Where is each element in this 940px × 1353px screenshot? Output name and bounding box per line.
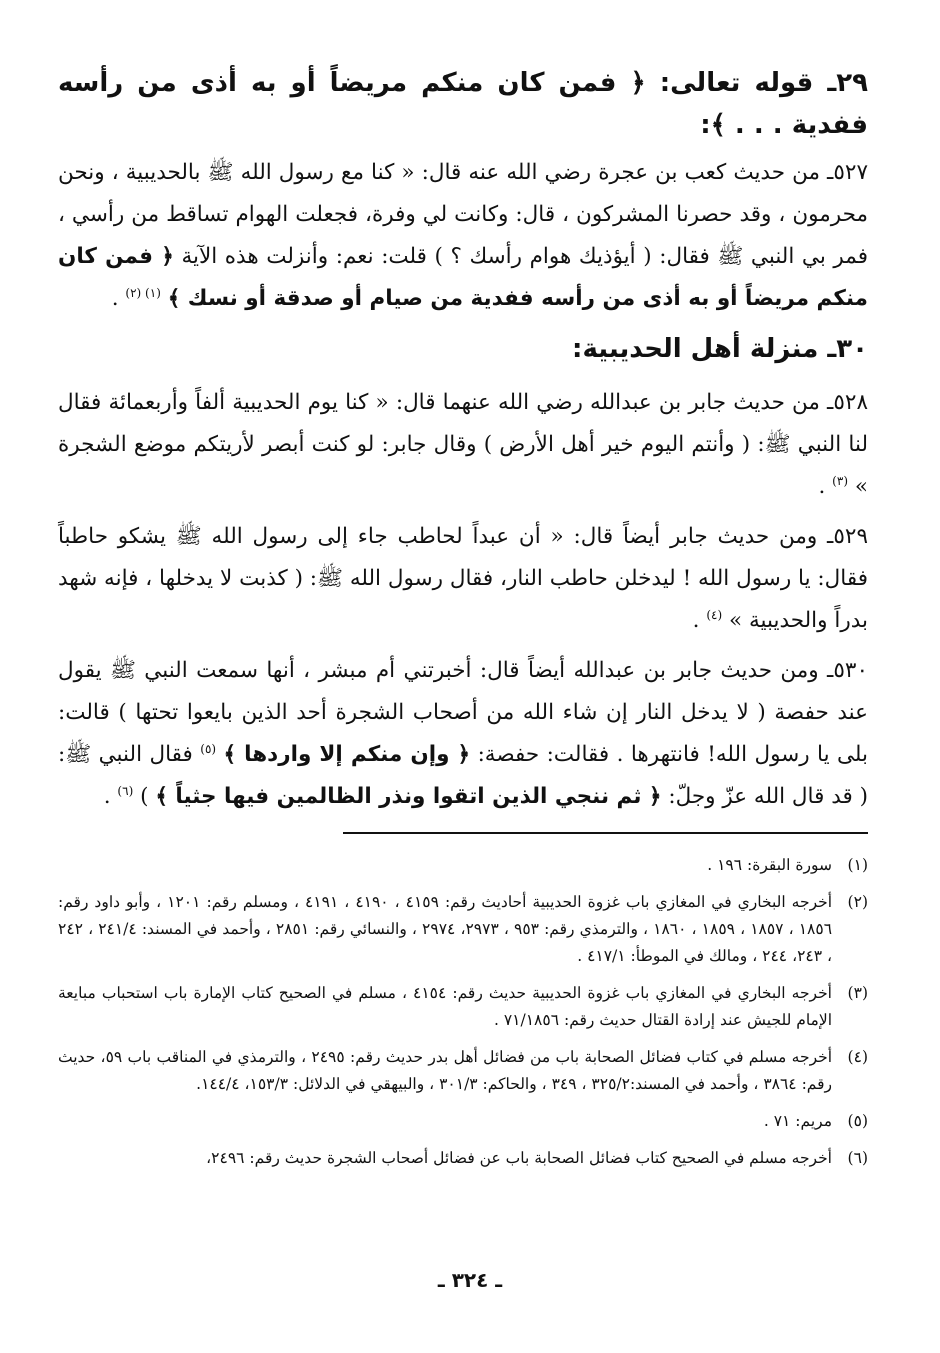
hadith-529-refs: (٤) [706,607,723,622]
hadith-528-end: . [818,474,826,499]
hadith-527-verse: ﴿ فمن كان منكم مريضاً أو به أذى من رأسه ففدية من صيام أو صدقة أو نسك ﴾ [58,244,868,311]
section-heading-29: ٢٩ـ قوله تعالى: ﴿ فمن كان منكم مريضاً أو به أذى من رأسه ففدية . . . ﴾: [58,68,868,140]
footnote-4 [58,1044,868,1098]
footnote-3 [58,980,868,1034]
footnote-text: أخرجه مسلم في كتاب فضائل الصحابة باب من فضائل أهل بدر حديث رقم: ٢٤٩٥ ، والترمذي في المناقب باب ٥٩، حديث رقم: ٣٨٦٤ ، وأحمد في المسند:٣٢٥/٢ ، ٣٤٩ ، والحاكم: ٣٠١/٣ ، والبيهقي في الدلائل: ١٥٣/٣، ١٤٤/٤. [58,1048,833,1093]
hadith-530 [58,650,868,818]
hadith-530-ref-6: (٦) [117,783,134,798]
footnote-text: أخرجه البخاري في المغازي باب غزوة الحديبية حديث رقم: ٤١٥٤ ، مسلم في الصحيح كتاب الإمارة باب استحباب مبايعة الإمام للجيش عند إرادة القتال حديث رقم: ٧١/١٨٥٦ . [58,984,832,1029]
footnote-2 [58,889,868,970]
page-body [58,62,868,1182]
hadith-530-verse-2: ﴿ ثم ننجي الذين اتقوا ونذر الظالمين فيها جثياً ﴾ [155,784,662,809]
hadith-530-ref-5: (٥) [200,741,217,756]
hadith-530-verse-1: ﴿ وإن منكم إلا واردها ﴾ [223,742,471,767]
hadith-528-refs: (٣) [832,473,848,488]
hadith-530-middle: فقال النبي ﷺ: ( قد قال الله عزّ وجلّ: [58,742,868,809]
footnote-text: سورة البقرة: ١٩٦ . [707,856,832,874]
hadith-529-end: . [692,608,700,633]
footnote-1 [58,852,868,879]
footnote-number: (٦) [847,1149,868,1167]
section-heading-30: ٣٠ـ منزلة أهل الحديبية: [572,334,868,364]
page-number: ـ ٣٢٤ ـ [437,1268,503,1292]
footnote-number: (٣) [847,984,868,1002]
hadith-530-end: . [103,784,111,809]
hadith-530-text: ٥٣٠ـ ومن حديث جابر بن عبدالله أيضاً قال: أخبرتني أم مبشر ، أنها سمعت النبي ﷺ يقول عند حفصة ( لا يدخل النار إن شاء الله من أصحاب الشجرة أحد الذين بايعوا تحتها ) قالت: بلى يا رسول الله! فانتهرها . فقالت: حفصة: [58,658,868,767]
footnote-6 [58,1145,868,1172]
footnotes [58,852,868,1172]
footnote-number: (١) [847,856,868,874]
footnote-text: أخرجه البخاري في المغازي باب غزوة الحديبية أحاديث رقم: ٤١٥٩ ، ٤١٩٠ ، ٤١٩١ ، ومسلم رقم: ١٢٠١ ، وأبو داود رقم: ١٨٥٦ ، ١٨٥٧ ، ١٨٥٩ ، ١٨٦٠ ، والترمذي رقم: ٩٥٣ ، ٢٩٧٣، ٢٩٧٤ ، والنسائي رقم: ٢٨٥١ ، وأحمد في المسند: ٢٤١/٤ ، ٢٤٢ ، ٢٤٣، ٢٤٤ ، ومالك في الموطأ: ٤١٧/١ . [58,893,833,965]
hadith-527-end: . [111,286,119,311]
footnote-text: أخرجه مسلم في الصحيح كتاب فضائل الصحابة باب عن فضائل أصحاب الشجرة حديث رقم: ٢٤٩٦، [206,1149,832,1167]
hadith-528 [58,382,868,508]
footnote-number: (٥) [847,1112,868,1130]
footnote-divider [343,832,868,834]
hadith-530-close: ) [140,784,149,809]
hadith-527-refs: (١) (٢) [125,285,161,300]
footnote-5 [58,1108,868,1135]
footnote-number: (٢) [847,893,868,911]
footnote-text: مريم: ٧١ . [763,1112,832,1130]
footnote-number: (٤) [847,1048,868,1066]
hadith-527 [58,152,868,320]
hadith-527-text: ٥٢٧ـ من حديث كعب بن عجرة رضي الله عنه قال: « كنا مع رسول الله ﷺ بالحديبية ، ونحن محرمون ، وقد حصرنا المشركون ، قال: وكانت لي وفرة، فجعلت الهوام تساقط من رأسي ، فمر بي النبي ﷺ فقال: ( أيؤذيك هوام رأسك ؟ ) قلت: نعم: وأنزلت هذه الآية [58,160,868,269]
hadith-529-text: ٥٢٩ـ ومن حديث جابر أيضاً قال: « أن عبداً لحاطب جاء إلى رسول الله ﷺ يشكو حاطباً فقال: يا رسول الله ! ليدخلن حاطب النار، فقال رسول الله ﷺ: ( كذبت لا يدخلها ، فإنه شهد بدراً والحديبية » [58,524,868,633]
hadith-529 [58,516,868,642]
hadith-528-text: ٥٢٨ـ من حديث جابر بن عبدالله رضي الله عنهما قال: « كنا يوم الحديبية ألفاً وأربعمائة فقال لنا النبي ﷺ: ( وأنتم اليوم خير أهل الأرض ) وقال جابر: لو كنت أبصر لأريتكم موضع الشجرة » [58,390,868,499]
